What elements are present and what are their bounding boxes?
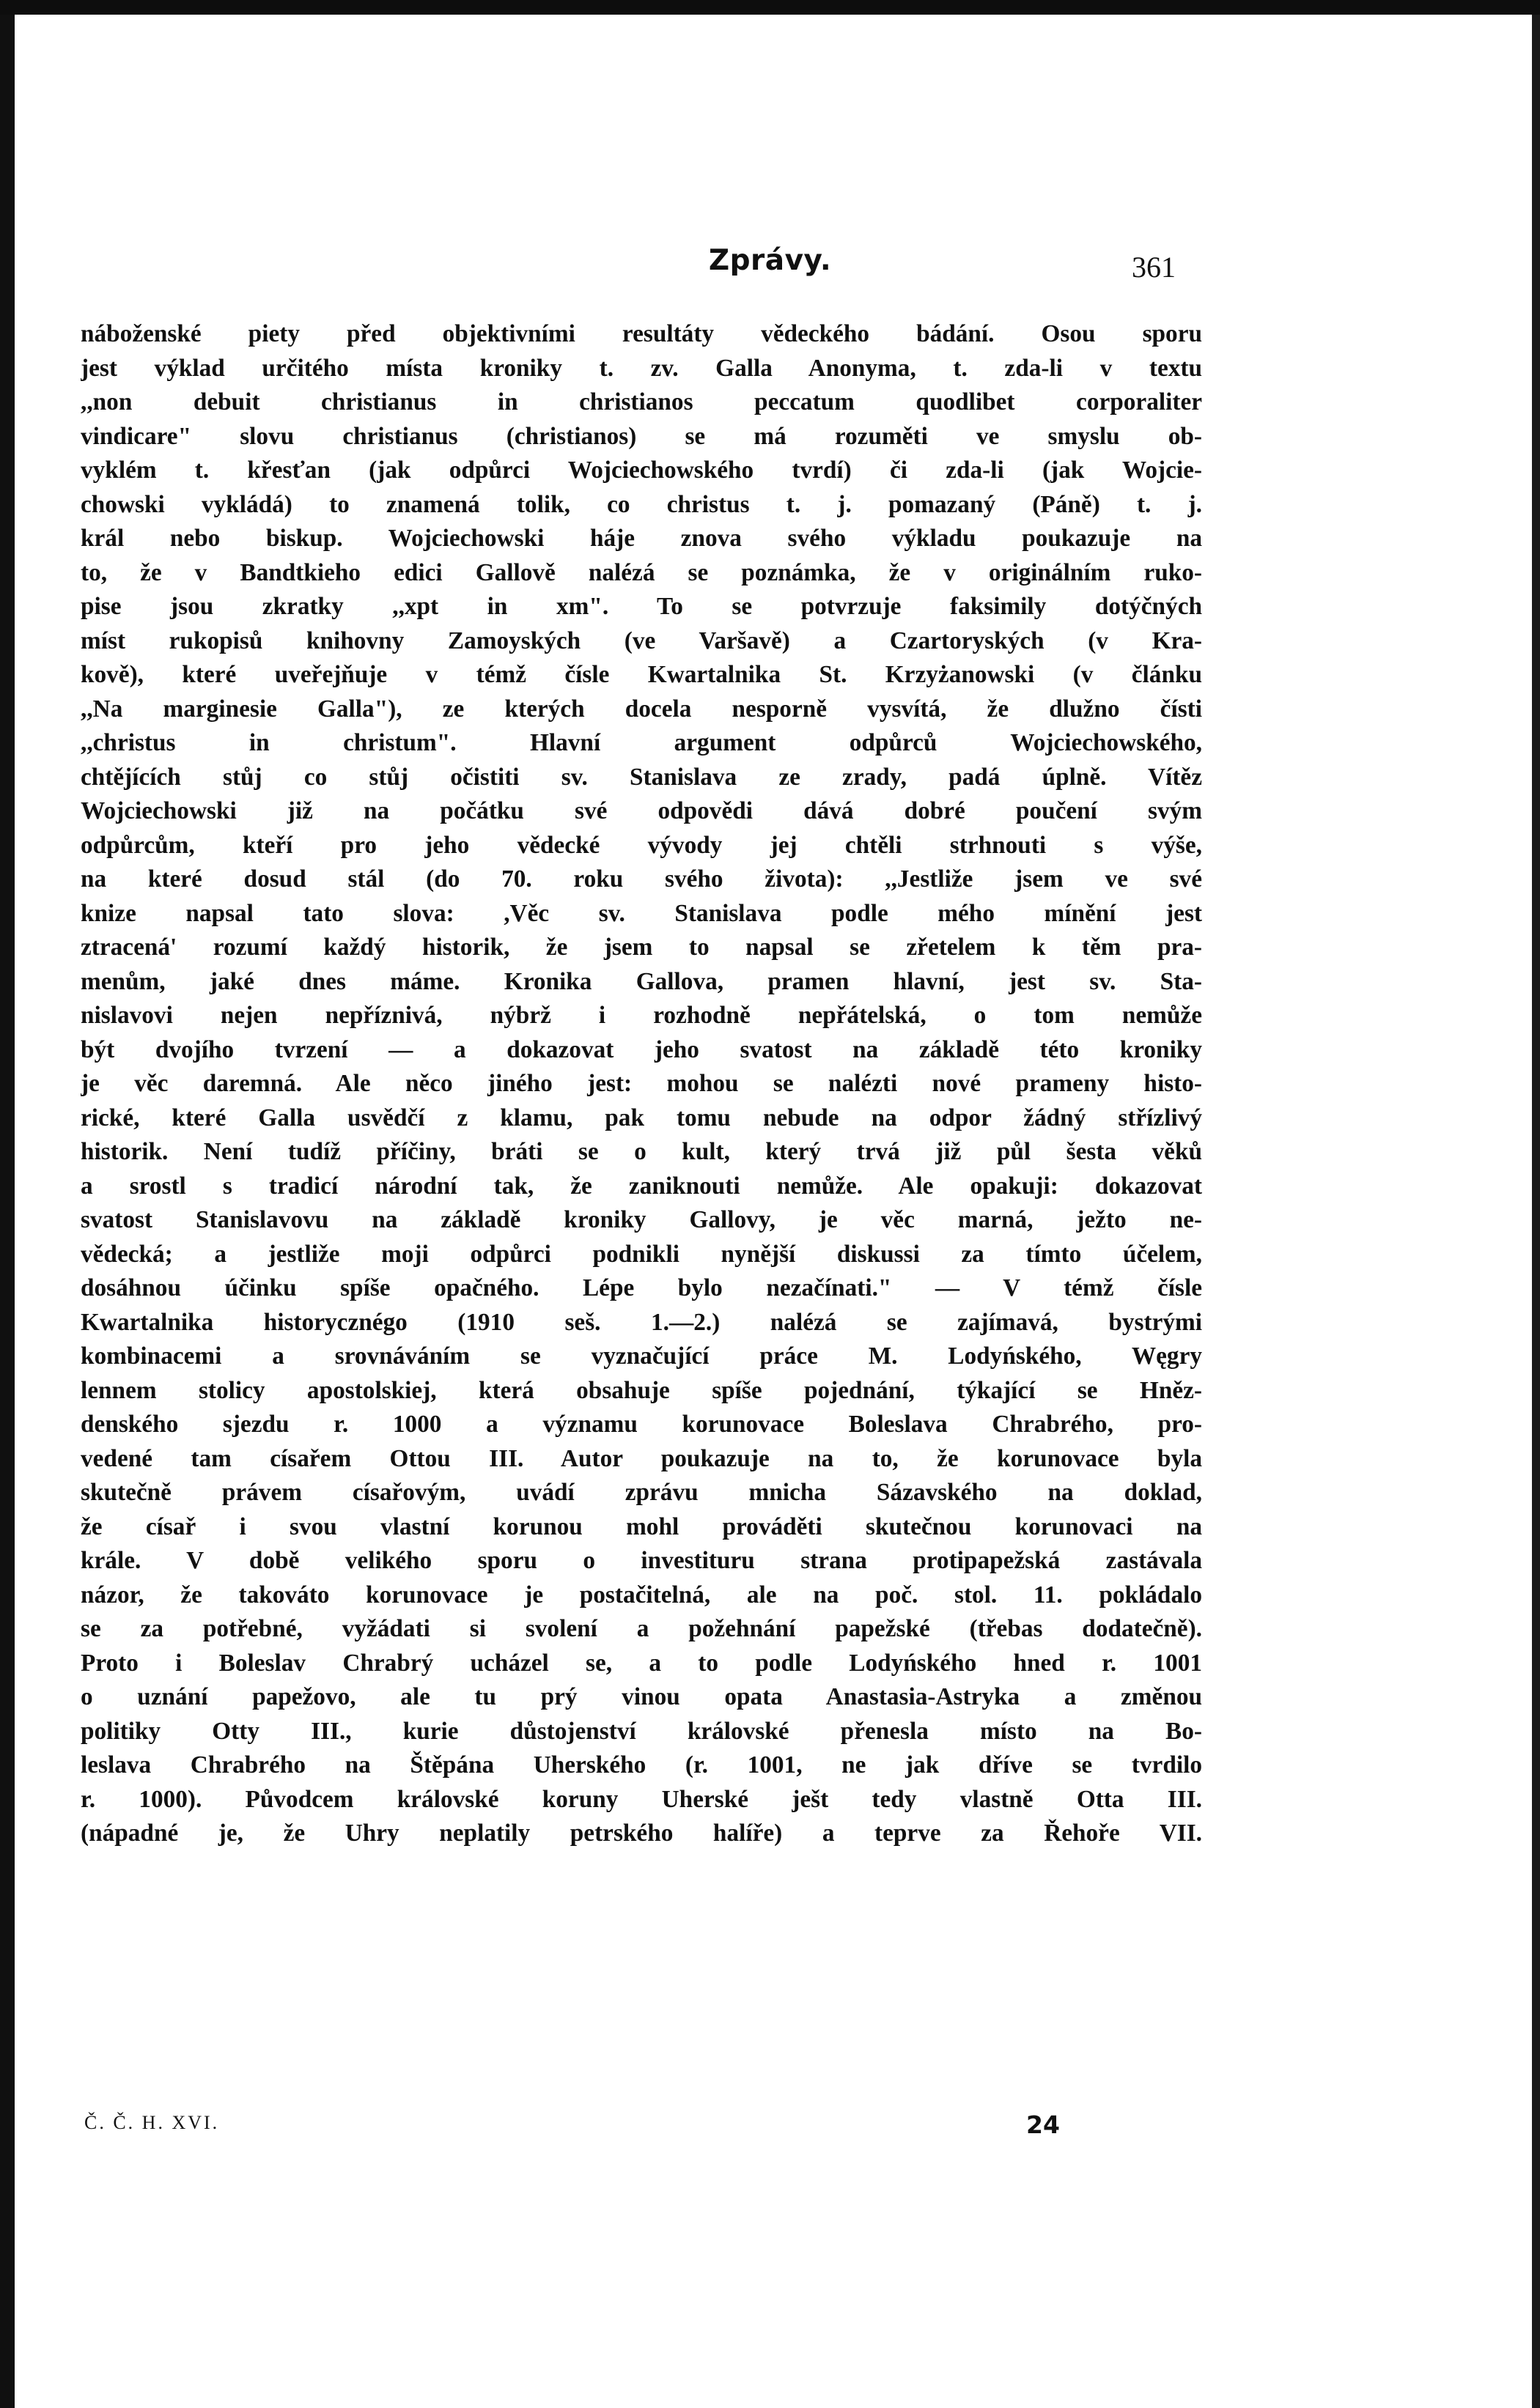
scan-right-border <box>1532 15 1540 2408</box>
text-line: o uznání papežovo, ale tu prý vinou opata Anastasia-Astryka a změnou <box>81 1683 1202 1710</box>
text-line: náboženské piety před objektivními resultáty vědeckého bádání. Osou sporu <box>81 320 1202 347</box>
text-line: že císař i svou vlastní korunou mohl prováděti skutečnou korunovaci na <box>81 1513 1202 1540</box>
text-line: Wojciechowski již na počátku své odpovědi dává dobré poučení svým <box>81 797 1202 824</box>
text-line: odpůrcům, kteří pro jeho vědecké vývody jej chtěli strhnouti s výše, <box>81 831 1202 859</box>
running-title: Zprávy. <box>708 244 832 277</box>
text-line: a srostl s tradicí národní tak, že zaniknouti nemůže. Ale opakuji: dokazovat <box>81 1172 1202 1200</box>
text-line: vědecká; a jestliže moji odpůrci podnikli nynější diskussi za tímto účelem, <box>81 1240 1202 1268</box>
signature-mark: Č. Č. H. XVI. <box>84 2112 220 2133</box>
text-line: je věc daremná. Ale něco jiného jest: mohou se nalézti nové prameny histo- <box>81 1070 1202 1097</box>
running-head <box>0 244 1540 288</box>
text-line: kombinacemi a srovnáváním se vyznačující práce M. Lodyńského, Węgry <box>81 1343 1202 1370</box>
text-line: pise jsou zkratky ,,xpt in xm". To se potvrzuje faksimily dotýčných <box>81 593 1202 620</box>
scan-top-border <box>0 0 1540 15</box>
text-line: Proto i Boleslav Chrabrý ucházel se, a to podle Lodyńského hned r. 1001 <box>81 1649 1202 1677</box>
text-line: chtějících stůj co stůj očistiti sv. Stanislava ze zrady, padá úplně. Vítěz <box>81 763 1202 791</box>
text-line: vindicare" slovu christianus (christianos) se má rozuměti ve smyslu ob- <box>81 422 1202 450</box>
text-line: historik. Není tudíž příčiny, bráti se o kult, který trvá již půl šesta věků <box>81 1138 1202 1165</box>
text-line: denského sjezdu r. 1000 a významu korunovace Boleslava Chrabrého, pro- <box>81 1411 1202 1438</box>
text-line: Kwartalnika historycznégo (1910 seš. 1.—2.) nalézá se zajímavá, bystrými <box>81 1308 1202 1336</box>
text-line: král nebo biskup. Wojciechowski háje znova svého výkladu poukazuje na <box>81 525 1202 552</box>
text-line: rické, které Galla usvědčí z klamu, pak tomu nebude na odpor žádný střízlivý <box>81 1104 1202 1131</box>
text-line: na které dosud stál (do 70. roku svého života): ,,Jestliže jsem ve své <box>81 865 1202 893</box>
text-line: chowski vykládá) to znamená tolik, co christus t. j. pomazaný (Páně) t. j. <box>81 490 1202 518</box>
body-text <box>81 317 1202 1851</box>
text-line: jest výklad určitého místa kroniky t. zv. Galla Anonyma, t. zda-li v textu <box>81 354 1202 382</box>
text-line: ,,non debuit christianus in christianos peccatum quodlibet corporaliter <box>81 388 1202 416</box>
text-line: to, že v Bandtkieho edici Gallově nalézá se poznámka, že v originálním ruko- <box>81 558 1202 586</box>
sheet-number: 24 <box>1026 2110 1060 2139</box>
text-line: skutečně právem císařovým, uvádí zprávu mnicha Sázavského na doklad, <box>81 1479 1202 1506</box>
text-line: r. 1000). Původcem královské koruny Uherské ješt tedy vlastně Otta III. <box>81 1785 1202 1813</box>
text-line: vedené tam císařem Ottou III. Autor poukazuje na to, že korunovace byla <box>81 1444 1202 1472</box>
text-line: ,,christus in christum". Hlavní argument odpůrců Wojciechowského, <box>81 729 1202 756</box>
text-line: politiky Otty III., kurie důstojenství královské přenesla místo na Bo- <box>81 1717 1202 1745</box>
page-number: 361 <box>1132 251 1176 284</box>
text-line: lennem stolicy apostolskiej, která obsahuje spíše pojednání, týkající se Hněz- <box>81 1376 1202 1404</box>
text-line: (nápadné je, že Uhry neplatily petrského halíře) a teprve za Řehoře VII. <box>81 1820 1202 1847</box>
text-line: knize napsal tato slova: ,Věc sv. Stanislava podle mého mínění jest <box>81 899 1202 927</box>
scan-left-border <box>0 15 15 2408</box>
text-line: dosáhnou účinku spíše opačného. Lépe bylo nezačínati." — V témž čísle <box>81 1274 1202 1301</box>
text-line: ztracená' rozumí každý historik, že jsem to napsal se zřetelem k těm pra- <box>81 934 1202 961</box>
text-line: míst rukopisů knihovny Zamoyských (ve Varšavě) a Czartoryských (v Kra- <box>81 627 1202 654</box>
text-line: kově), které uveřejňuje v témž čísle Kwartalnika St. Krzyżanowski (v článku <box>81 661 1202 688</box>
text-line: ,,Na marginesie Galla"), ze kterých docela nesporně vysvítá, že dlužno čísti <box>81 695 1202 723</box>
text-line: krále. V době velikého sporu o investituru strana protipapežská zastávala <box>81 1547 1202 1574</box>
text-line: menům, jaké dnes máme. Kronika Gallova, pramen hlavní, jest sv. Sta- <box>81 967 1202 995</box>
text-line: leslava Chrabrého na Štěpána Uherského (r. 1001, ne jak dříve se tvrdilo <box>81 1751 1202 1779</box>
text-line: se za potřebné, vyžádati si svolení a požehnání papežské (třebas dodatečně). <box>81 1615 1202 1642</box>
text-line: nislavovi nejen nepříznivá, nýbrž i rozhodně nepřátelská, o tom nemůže <box>81 1002 1202 1029</box>
text-line: vyklém t. křesťan (jak odpůrci Wojciechowského tvrdí) či zda-li (jak Wojcie- <box>81 457 1202 484</box>
text-line: názor, že takováto korunovace je postačitelná, ale na poč. stol. 11. pokládalo <box>81 1581 1202 1609</box>
text-line: svatost Stanislavovu na základě kroniky Gallovy, je věc marná, ježto ne- <box>81 1206 1202 1233</box>
text-line: být dvojího tvrzení — a dokazovat jeho svatost na základě této kroniky <box>81 1035 1202 1063</box>
